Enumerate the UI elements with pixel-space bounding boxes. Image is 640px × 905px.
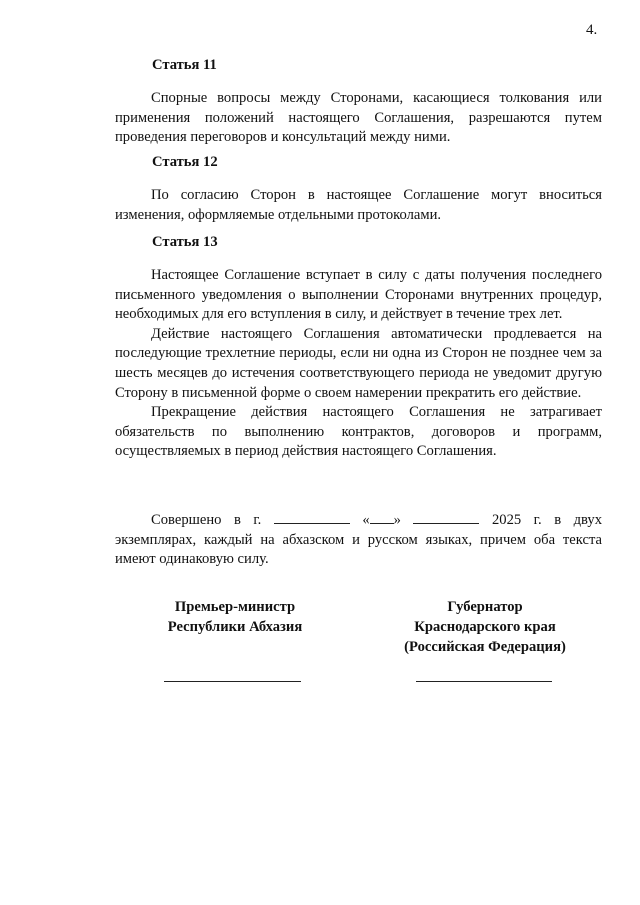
month-blank [413,510,479,524]
signatory-right-region: Краснодарского края [414,619,556,635]
signatory-right-title: Губернатор [447,599,523,615]
day-blank [370,510,394,524]
signatory-left-country: Республики Абхазия [167,619,303,635]
closing-copies: в двух [554,512,602,528]
article-13-heading: Статья 13 [152,234,218,250]
closing-year: 2025 г. [491,512,542,528]
article-13-paragraph-3: Прекращение действия настоящего Соглашения не затрагивает обязательств по выполнению контрактов, договоров и программ, осуществляемых в период действия настоящего Соглашения. [115,404,602,460]
closing-block [115,510,602,570]
article-11-heading: Статья 11 [152,57,217,73]
article-11-paragraph: Спорные вопросы между Сторонами, касающиеся толкования или применения положений настоящего Соглашения, разрешаются путем проведения переговоров и консультаций между ними. [115,90,602,146]
city-blank [274,510,350,524]
signatory-left-title: Премьер-министр [174,599,296,615]
closing-first-line [115,510,602,531]
article-13-body [115,266,602,462]
closing-date: « » [362,512,401,528]
article-13-paragraph-2: Действие настоящего Соглашения автоматически продлевается на последующие трехлетние периоды, если ни одна из Сторон не позднее чем за шесть месяцев до истечения соответствующего периода не уведомит другую Сторону в письменной форме о своем намерении прекратить его действие. [115,325,602,401]
signatory-left [150,597,320,637]
closing-done-in: Совершено в г. [151,512,262,528]
article-12-heading: Статья 12 [152,154,218,170]
closing-rest: экземплярах, каждый на абхазском и русском языках, причем оба текста имеют одинаковую силу. [115,531,602,568]
article-12-paragraph: По согласию Сторон в настоящее Соглашение могут вноситься изменения, оформляемые отдельными протоколами. [115,187,602,223]
page-number: 4. [586,22,598,38]
signature-line-left [164,681,301,682]
article-11-body [115,89,602,148]
article-12-body [115,186,602,225]
signatory-right-country: (Российская Федерация) [404,639,566,655]
signature-line-right [416,681,552,682]
signatory-right [383,597,587,657]
article-13-paragraph-1: Настоящее Соглашение вступает в силу с даты получения последнего письменного уведомления о выполнении Сторонами внутренних процедур, необходимых для его вступления в силу, и действует в течение трех лет. [115,267,602,323]
